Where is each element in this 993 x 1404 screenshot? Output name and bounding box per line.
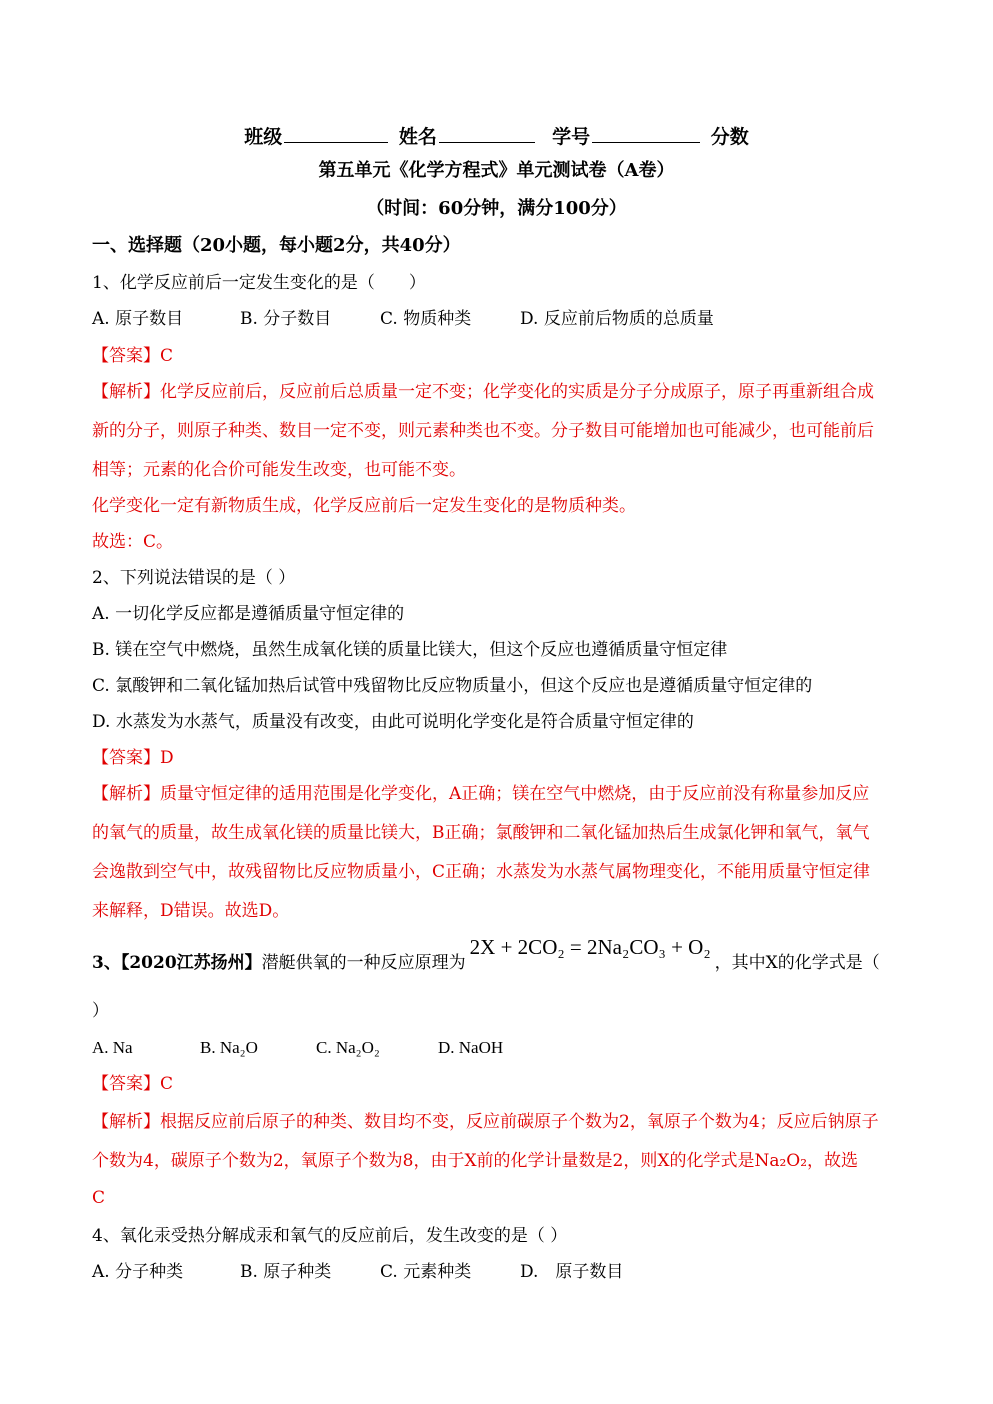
q1-analysis-line: 新的分子，则原子种类、数目一定不变，则元素种类也不变。分子数目可能增加也可能减少，也可能前后 [92, 421, 874, 441]
q1-options [92, 308, 714, 330]
q3-analysis-line: 个数为4，碳原子个数为2，氧原子个数为8，由于X前的化学计量数是2，则X的化学式是Na₂O₂，故选 [92, 1151, 859, 1171]
q3-options [92, 1037, 503, 1059]
name-blank[interactable] [439, 122, 535, 143]
q1-option-a: A. 原子数目 [92, 309, 184, 329]
q3-source: 【2020江苏扬州】 [120, 953, 262, 973]
header-fields [0, 122, 993, 148]
name-label: 姓名 [398, 126, 437, 148]
section-heading: 一、选择题（20小题，每小题2分，共40分） [92, 235, 461, 256]
q1-option-c: C. 物质种类 [380, 309, 472, 329]
q4-option-a: A. 分子种类 [92, 1262, 184, 1282]
q3-option-d: D. NaOH [438, 1038, 504, 1057]
q3-stem-close: ） [92, 1001, 109, 1021]
q4-option-d: D. 原子数目 [520, 1262, 624, 1282]
q3-analysis-line: C [92, 1188, 106, 1208]
q2-option-b: B. 镁在空气中燃烧，虽然生成氧化镁的质量比镁大，但这个反应也遵循质量守恒定律 [92, 640, 728, 660]
q1-answer: 【答案】C [92, 346, 174, 366]
q2-analysis-line: 的氧气的质量，故生成氧化镁的质量比镁大，B正确；氯酸钾和二氧化锰加热后生成氯化钾和氧气，氧气 [92, 823, 870, 843]
q2-analysis-line: 会逸散到空气中，故残留物比反应物质量小，C正确；水蒸发为水蒸气属物理变化，不能用质量守恒定律 [92, 862, 871, 882]
q1-option-b: B. 分子数目 [240, 309, 332, 329]
q3-analysis-line: 【解析】根据反应前后原子的种类、数目均不变，反应前碳原子个数为2，氧原子个数为4；反应后钠原子 [92, 1112, 879, 1132]
q4-option-c: C. 元素种类 [380, 1262, 472, 1282]
q2-option-d: D. 水蒸发为水蒸气，质量没有改变，由此可说明化学变化是符合质量守恒定律的 [92, 712, 694, 732]
q1-analysis-line: 相等；元素的化合价可能发生改变，也可能不变。 [92, 460, 466, 480]
q2-analysis-line: 来解释，D错误。故选D。 [92, 901, 290, 921]
class-label: 班级 [244, 126, 283, 148]
number-blank[interactable] [592, 122, 700, 143]
q3-answer: 【答案】C [92, 1074, 174, 1094]
q1-analysis-line: 【解析】化学反应前后，反应前后总质量一定不变；化学变化的实质是分子分成原子，原子再重新组合成 [92, 382, 874, 402]
q4-stem: 4、氧化汞受热分解成汞和氧气的反应前后，发生改变的是（ ） [92, 1226, 568, 1246]
q3-option-c: C. Na₂O₂ [316, 1038, 380, 1057]
q4-options [92, 1261, 623, 1283]
page-title: 第五单元《化学方程式》单元测试卷（A卷） [318, 160, 675, 181]
q2-option-a: A. 一切化学反应都是遵循质量守恒定律的 [92, 604, 405, 624]
q3-number: 3、 [92, 953, 121, 973]
q2-answer: 【答案】D [92, 748, 174, 768]
q4-option-b: B. 原子种类 [240, 1262, 332, 1282]
q3-equation: 2X + 2CO₂ = 2Na₂CO₃ + O₂ [469, 935, 711, 959]
q1-option-d: D. 反应前后物质的总质量 [520, 309, 714, 329]
q2-option-c: C. 氯酸钾和二氧化锰加热后试管中残留物比反应物质量小，但这个反应也是遵循质量守恒定律的 [92, 676, 813, 696]
score-label: 分数 [710, 126, 749, 148]
q3-option-a: A. Na [92, 1038, 133, 1057]
q3-option-b: B. Na₂O [200, 1038, 258, 1057]
q1-stem: 1、化学反应前后一定发生变化的是（ ） [92, 273, 426, 293]
q3-stem-before: 潜艇供氧的一种反应原理为 [261, 953, 466, 973]
q1-analysis-line: 化学变化一定有新物质生成，化学反应前后一定发生变化的是物质种类。 [92, 496, 636, 516]
q1-analysis-line: 故选：C。 [92, 532, 174, 552]
q3-stem-after: ，其中X的化学式是（ [714, 953, 880, 973]
q2-stem: 2、下列说法错误的是（ ） [92, 568, 296, 588]
page-subtitle: （时间：60分钟，满分100分） [366, 198, 627, 219]
q2-analysis-line: 【解析】质量守恒定律的适用范围是化学变化，A正确；镁在空气中燃烧，由于反应前没有称量参加反应 [92, 784, 870, 804]
class-blank[interactable] [284, 122, 388, 143]
q3-stem [92, 935, 880, 974]
number-label: 学号 [552, 126, 591, 148]
